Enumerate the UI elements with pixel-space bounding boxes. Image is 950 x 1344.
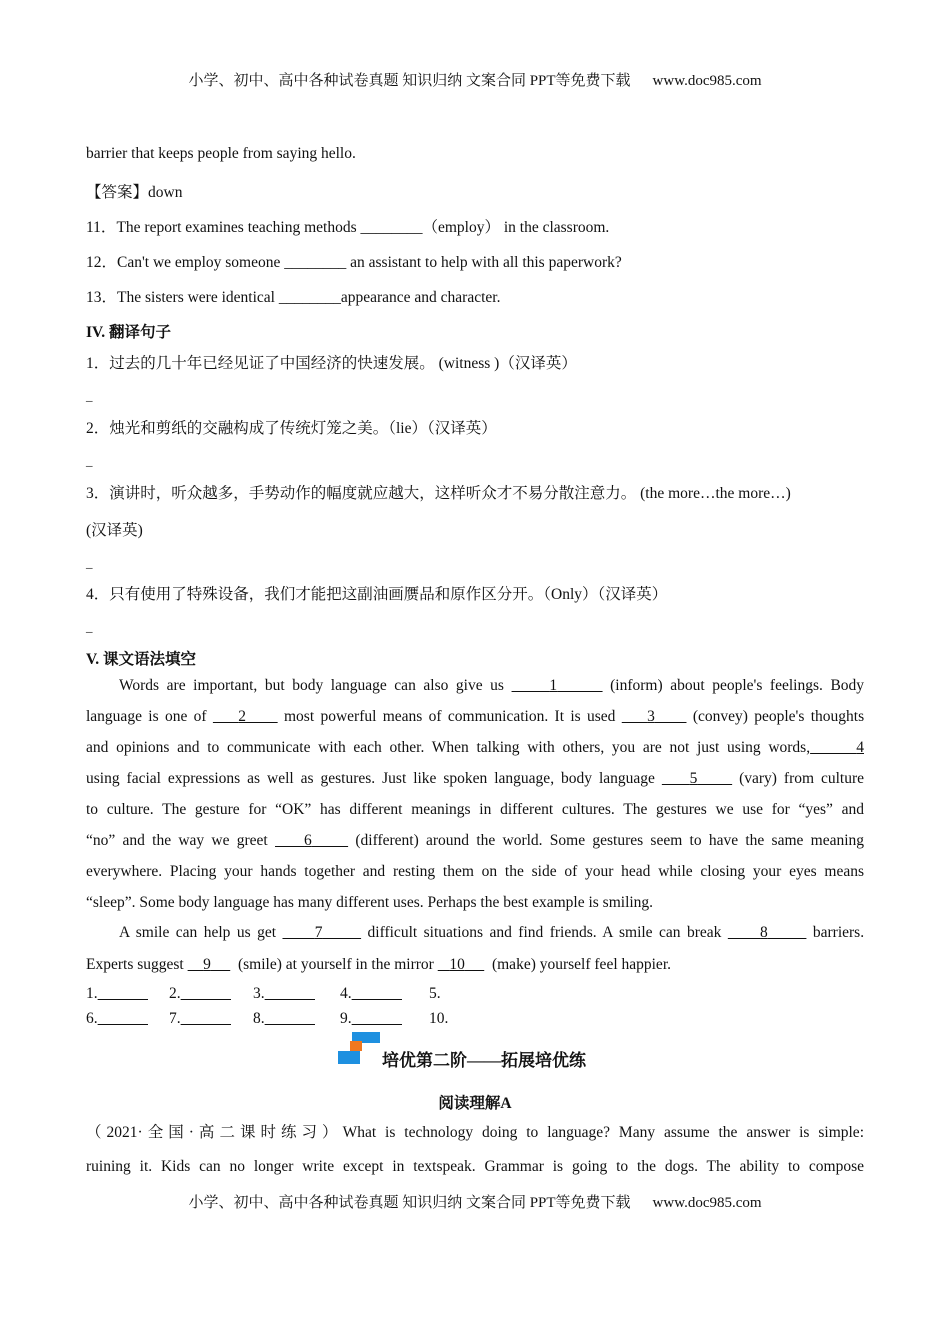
passage-line: everywhere. Placing your hands together and resting them on the side of your head while closing your eyes means <box>86 863 864 880</box>
blank-number: 10 <box>449 956 465 973</box>
blank-number: 4 <box>856 739 864 756</box>
blank-number: 3 <box>647 708 655 725</box>
blank-number: 7 <box>314 924 323 941</box>
question-number: 11． <box>86 219 117 236</box>
translate-item-3: 3．演讲时，听众越多，手势动作的幅度就应越大，这样听众才不易分散注意力。 (the more…the more…) <box>86 485 791 502</box>
stage-icon <box>338 1032 382 1066</box>
passage-line: “no” and the way we greet 6 (different) around the world. Some gestures seem to have the same meaning <box>86 832 865 849</box>
answer-row-2: 6. 7. 8. 9. 10. <box>86 1010 449 1027</box>
footer-url[interactable]: www.doc985.com <box>652 1195 762 1211</box>
answer-line <box>86 180 182 202</box>
header-url[interactable]: www.doc985.com <box>652 73 762 89</box>
translate-item-3-cont: (汉译英) <box>86 522 143 539</box>
passage-line: “sleep”. Some body language has many different uses. Perhaps the best example is smiling. <box>86 894 654 911</box>
question-text: Can't we employ someone ________ an assistant to help with all this paperwork? <box>117 254 622 271</box>
blank-number: 1 <box>549 677 558 694</box>
passage-line: using facial expressions as well as gestures. Just like spoken language, body language 5 (vary) from culture <box>86 770 865 787</box>
footer-text: 小学、初中、高中各种试卷真题 知识归纳 文案合同 PPT等免费下载 <box>188 1195 631 1211</box>
stage-title: 培优第二阶——拓展培优练 <box>382 1051 586 1070</box>
passage-line: to culture. The gesture for “OK” has different meanings in different cultures. The gestures we use for “yes” and <box>86 801 864 818</box>
reading-subtitle: 阅读理解A <box>438 1095 512 1112</box>
question-13 <box>86 285 500 307</box>
continued-text: barrier that keeps people from saying hello. <box>86 145 356 162</box>
question-number: 13． <box>86 289 118 306</box>
passage-line: Words are important, but body language can also give us 1 (inform) about people's feelings. Body <box>119 677 865 694</box>
page-footer <box>0 1191 950 1212</box>
section-5-title: V. 课文语法填空 <box>86 651 196 668</box>
blank-number: 2 <box>238 708 246 725</box>
passage-line: language is one of 2 most powerful means of communication. It is used 3 (convey) people's thoughts <box>86 708 865 725</box>
passage-line: A smile can help us get 7 difficult situations and find friends. A smile can break 8 barriers. <box>119 924 865 941</box>
question-text: The sisters were identical ________appearance and character. <box>117 289 501 306</box>
blank-number: 9 <box>203 956 211 973</box>
passage-line: and opinions and to communicate with each other. When talking with others, you are not just using words, 4 <box>86 739 864 756</box>
blank-number: 6 <box>304 832 312 849</box>
answer-blank: _ <box>86 388 93 403</box>
header-text: 小学、初中、高中各种试卷真题 知识归纳 文案合同 PPT等免费下载 <box>188 73 631 89</box>
translate-item-2: 2．烛光和剪纸的交融构成了传统灯笼之美。（lie）（汉译英） <box>86 420 497 437</box>
answer-blank: _ <box>86 555 93 570</box>
question-number: 12． <box>86 254 118 271</box>
answer-blank: _ <box>86 619 93 634</box>
blank-number: 5 <box>689 770 698 787</box>
answer-blank: _ <box>86 453 93 468</box>
answer-row-1: 1. 2. 3. 4. 5. <box>86 985 441 1002</box>
section-4-title: IV. 翻译句子 <box>86 324 171 341</box>
question-text: The report examines teaching methods ________（employ） in the classroom. <box>116 219 610 236</box>
blank-number: 8 <box>760 924 768 941</box>
answer-label: 【答案】 <box>86 184 149 201</box>
answer-value: down <box>148 184 183 201</box>
reading-line: ruining it. Kids can no longer write except in textspeak. Grammar is going to the dogs. The ability to compose <box>86 1158 864 1175</box>
reading-line: （2021·全国·高二课时练习）What is technology doing to language? Many assume the answer is simple: <box>86 1124 864 1141</box>
question-11 <box>86 215 609 237</box>
translate-item-1: 1．过去的几十年已经见证了中国经济的快速发展。 (witness )（汉译英） <box>86 355 577 372</box>
page-header <box>0 69 950 90</box>
translate-item-4: 4．只有使用了特殊设备，我们才能把这副油画赝品和原作区分开。（Only）（汉译英） <box>86 586 668 603</box>
passage-line: Experts suggest 9 (smile) at yourself in the mirror 10 (make) yourself feel happier. <box>86 956 671 973</box>
question-12 <box>86 250 622 272</box>
